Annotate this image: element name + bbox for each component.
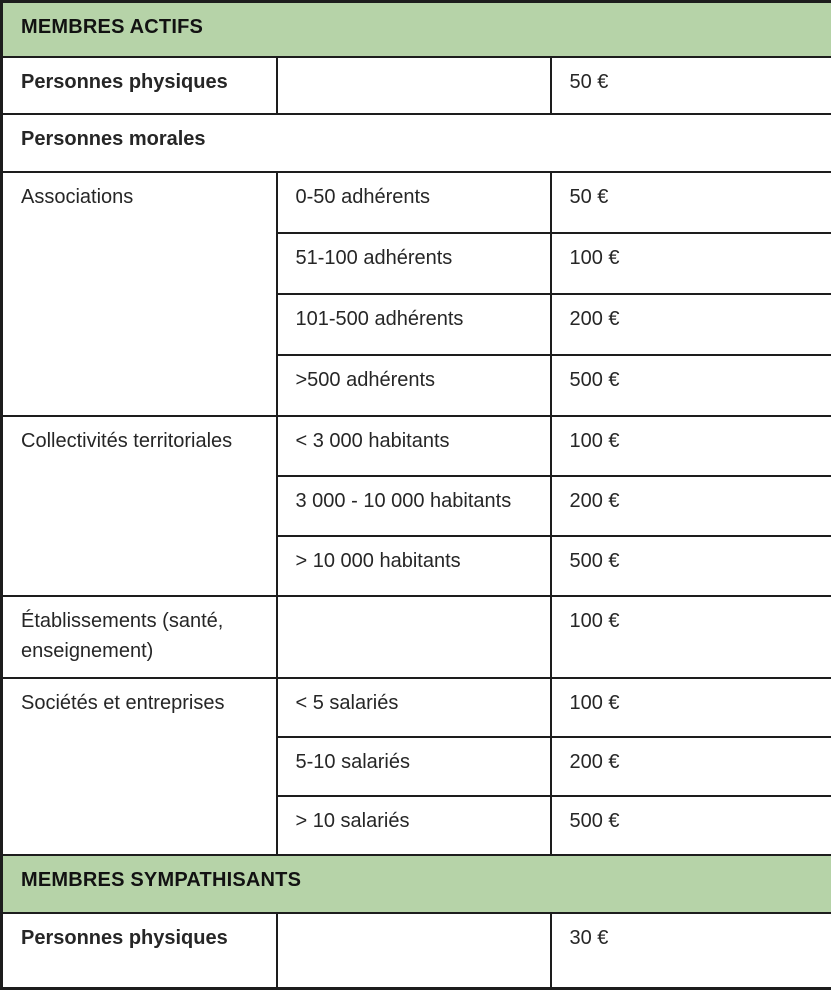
cell-criteria-empty [277, 57, 551, 114]
cell-criteria-empty [277, 596, 551, 678]
cell-fee: 500 € [551, 355, 831, 416]
row-personnes-morales [2, 114, 831, 172]
cell-criteria: < 3 000 habitants [277, 416, 551, 476]
cell-criteria: < 5 salariés [277, 678, 551, 737]
cell-criteria: 3 000 - 10 000 habitants [277, 476, 551, 536]
cell-category: Établissements (santé, enseignement) [2, 596, 277, 678]
cell-fee: 100 € [551, 678, 831, 737]
cell-fee: 100 € [551, 596, 831, 678]
cell-fee: 200 € [551, 737, 831, 796]
cell-criteria: 5-10 salariés [277, 737, 551, 796]
row-personnes-physiques-actifs [2, 57, 831, 114]
cell-fee: 200 € [551, 476, 831, 536]
cell-criteria: 0-50 adhérents [277, 172, 551, 233]
cell-category: Personnes physiques [2, 57, 277, 114]
row-societes-tier-1 [2, 678, 831, 737]
cell-criteria: > 10 000 habitants [277, 536, 551, 596]
cell-criteria: 101-500 adhérents [277, 294, 551, 355]
row-etablissements [2, 596, 831, 678]
row-collectivites-tier-1 [2, 416, 831, 476]
cell-fee: 50 € [551, 172, 831, 233]
cell-category: Associations [2, 172, 277, 416]
cell-subsection-label: Personnes morales [2, 114, 831, 172]
cell-fee: 100 € [551, 233, 831, 294]
cell-fee: 500 € [551, 796, 831, 855]
section-header-label: MEMBRES ACTIFS [2, 2, 831, 57]
cell-criteria: > 10 salariés [277, 796, 551, 855]
row-associations-tier-1 [2, 172, 831, 233]
cell-criteria: >500 adhérents [277, 355, 551, 416]
section-header-membres-sympathisants [2, 855, 831, 913]
cell-fee: 30 € [551, 913, 831, 989]
cell-fee: 200 € [551, 294, 831, 355]
cell-criteria: 51-100 adhérents [277, 233, 551, 294]
cell-category: Sociétés et entreprises [2, 678, 277, 855]
section-header-membres-actifs [2, 2, 831, 57]
cell-category: Collectivités territoriales [2, 416, 277, 596]
cell-category: Personnes physiques [2, 913, 277, 989]
section-header-label: MEMBRES SYMPATHISANTS [2, 855, 831, 913]
cell-fee: 50 € [551, 57, 831, 114]
row-personnes-physiques-sympathisants [2, 913, 831, 989]
cell-fee: 100 € [551, 416, 831, 476]
cell-fee: 500 € [551, 536, 831, 596]
cell-criteria-empty [277, 913, 551, 989]
